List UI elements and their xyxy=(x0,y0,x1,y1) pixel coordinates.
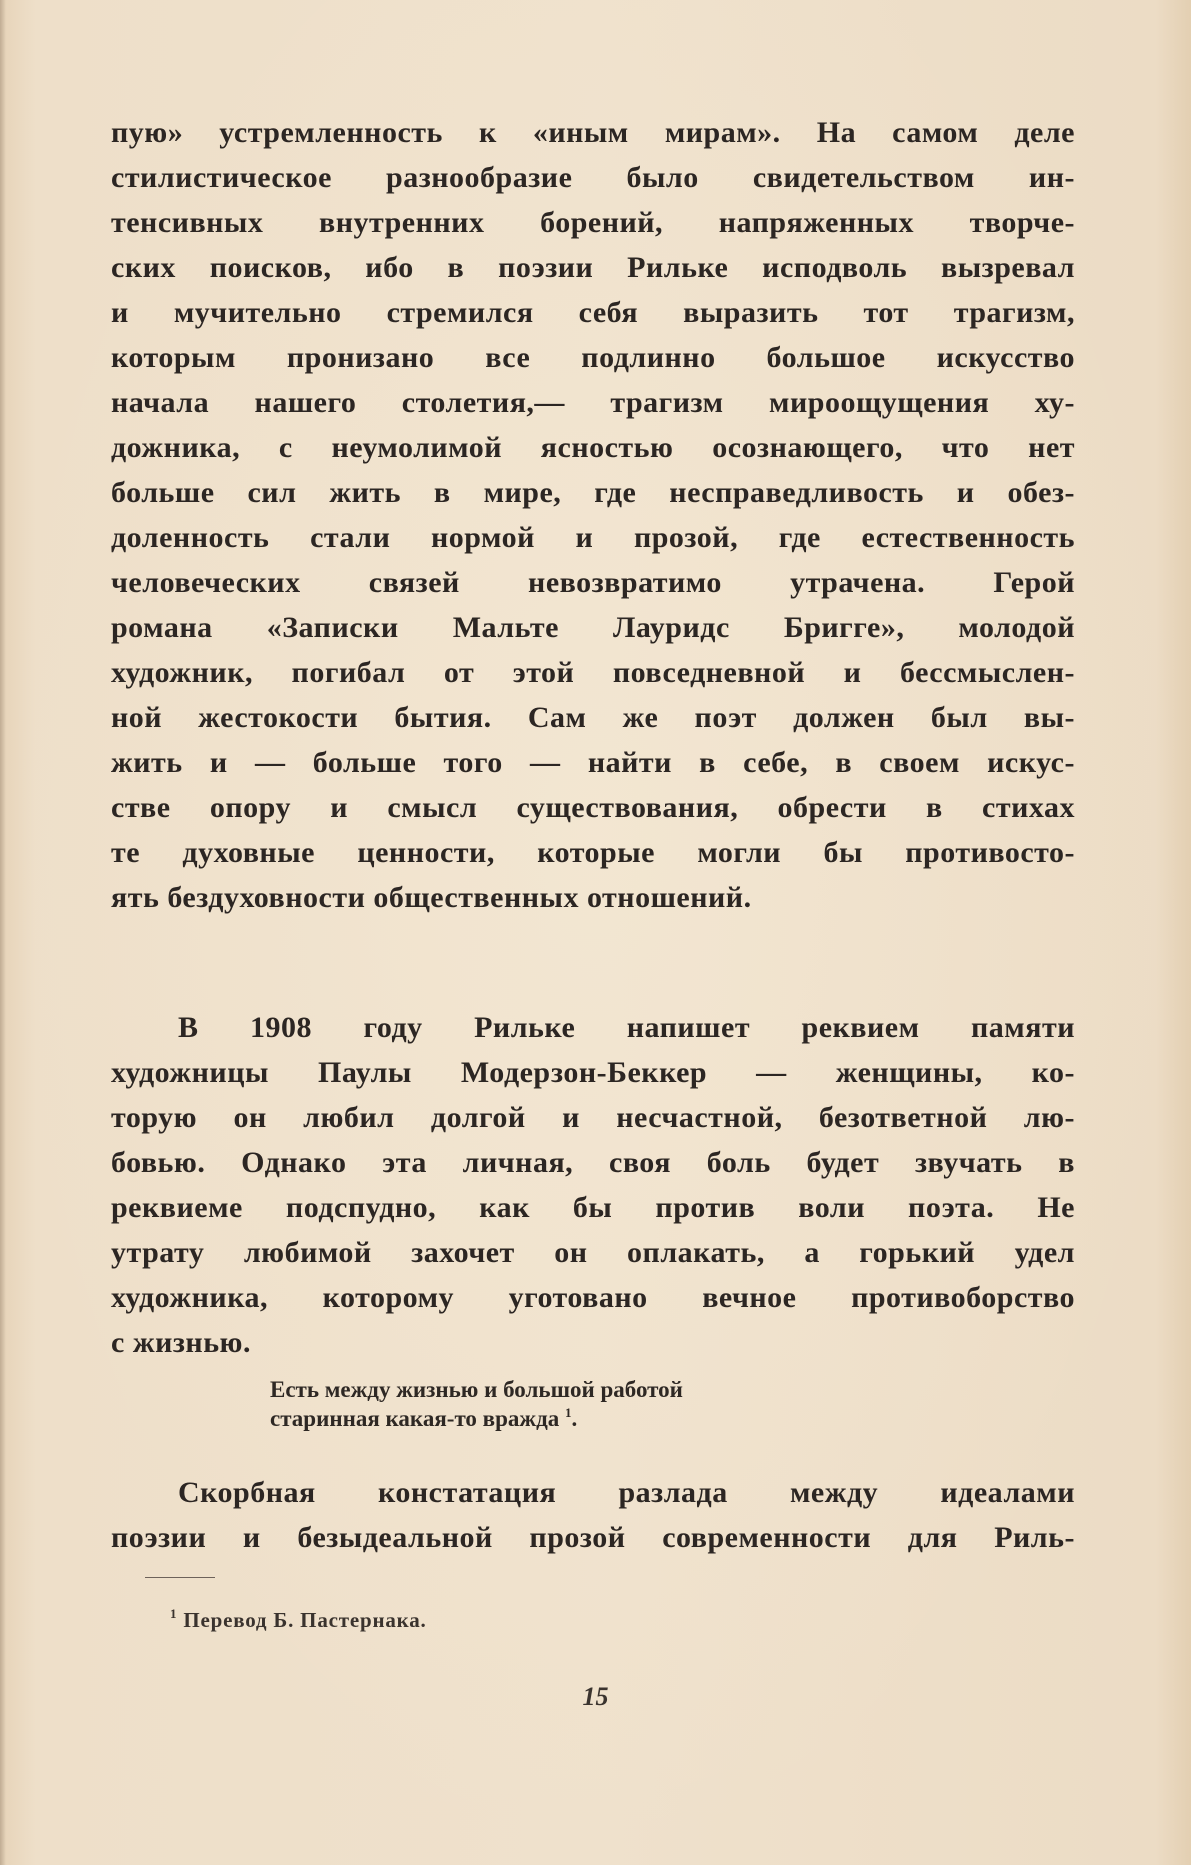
verse-line: Есть между жизнью и большой работой xyxy=(270,1377,683,1402)
text-line: с жизнью. xyxy=(111,1326,251,1359)
text-line: человеческих связей невозвратимо утрачена. Герой xyxy=(111,566,1075,599)
text-line: и мучительно стремился себя выразить тот трагизм, xyxy=(111,296,1075,329)
text-line: художник, погибал от этой повседневной и бессмыслен- xyxy=(111,656,1075,689)
text-line: В 1908 году Рильке напишет реквием памяти xyxy=(178,1011,1075,1044)
text-line: поэзии и безыдеальной прозой современности для Риль- xyxy=(111,1521,1075,1554)
text-line: художницы Паулы Модерзон-Беккер — женщины, ко- xyxy=(111,1056,1075,1089)
text-line: реквиеме подспудно, как бы против воли поэта. Не xyxy=(111,1191,1075,1224)
footnote-text: Перевод Б. Пастернака. xyxy=(183,1608,427,1632)
text-line: художника, которому уготовано вечное противоборство xyxy=(111,1281,1075,1314)
footnote-divider xyxy=(145,1577,215,1578)
text-line: ских поисков, ибо в поэзии Рильке исподволь вызревал xyxy=(111,251,1075,284)
text-line: жить и — больше того — найти в себе, в своем искус- xyxy=(111,746,1075,779)
verse-line-text: старинная какая-то вражда xyxy=(270,1406,560,1431)
page-number: 15 xyxy=(582,1682,609,1711)
footnote-mark: 1 xyxy=(170,1606,178,1621)
verse-line xyxy=(270,1407,577,1430)
text-line: стве опору и смысл существования, обрести в стихах xyxy=(111,791,1075,824)
text-line: бовью. Однако эта личная, своя боль будет звучать в xyxy=(111,1146,1075,1179)
text-line: утрату любимой захочет он оплакать, а горький удел xyxy=(111,1236,1075,1269)
text-line: стилистическое разнообразие было свидетельством ин- xyxy=(111,161,1075,194)
text-line: ять бездуховности общественных отношений. xyxy=(111,881,752,914)
text-line: пую» устремленность к «иным мирам». На самом деле xyxy=(111,116,1075,149)
text-line: которым пронизано все подлинно большое искусство xyxy=(111,341,1075,374)
text-line: доленность стали нормой и прозой, где естественность xyxy=(111,521,1075,554)
text-line: торую он любил долгой и несчастной, безответной лю- xyxy=(111,1101,1075,1134)
text-line: больше сил жить в мире, где несправедливость и обез- xyxy=(111,476,1075,509)
text-line: романа «Записки Мальте Лауридс Бригге», молодой xyxy=(111,611,1075,644)
footnote-reference: 1 xyxy=(564,1405,572,1420)
text-line: дожника, с неумолимой ясностью осознающего, что нет xyxy=(111,431,1075,464)
verse-line-end: . xyxy=(571,1406,578,1431)
footnote xyxy=(170,1606,427,1632)
text-line: начала нашего столетия,— трагизм мироощущения ху- xyxy=(111,386,1075,419)
text-line: ной жестокости бытия. Сам же поэт должен был вы- xyxy=(111,701,1075,734)
text-line: Скорбная констатация разлада между идеалами xyxy=(178,1476,1075,1509)
page-spine-shadow xyxy=(0,0,6,1865)
text-line: те духовные ценности, которые могли бы противосто- xyxy=(111,836,1075,869)
text-line: тенсивных внутренних борений, напряженных творче- xyxy=(111,206,1075,239)
